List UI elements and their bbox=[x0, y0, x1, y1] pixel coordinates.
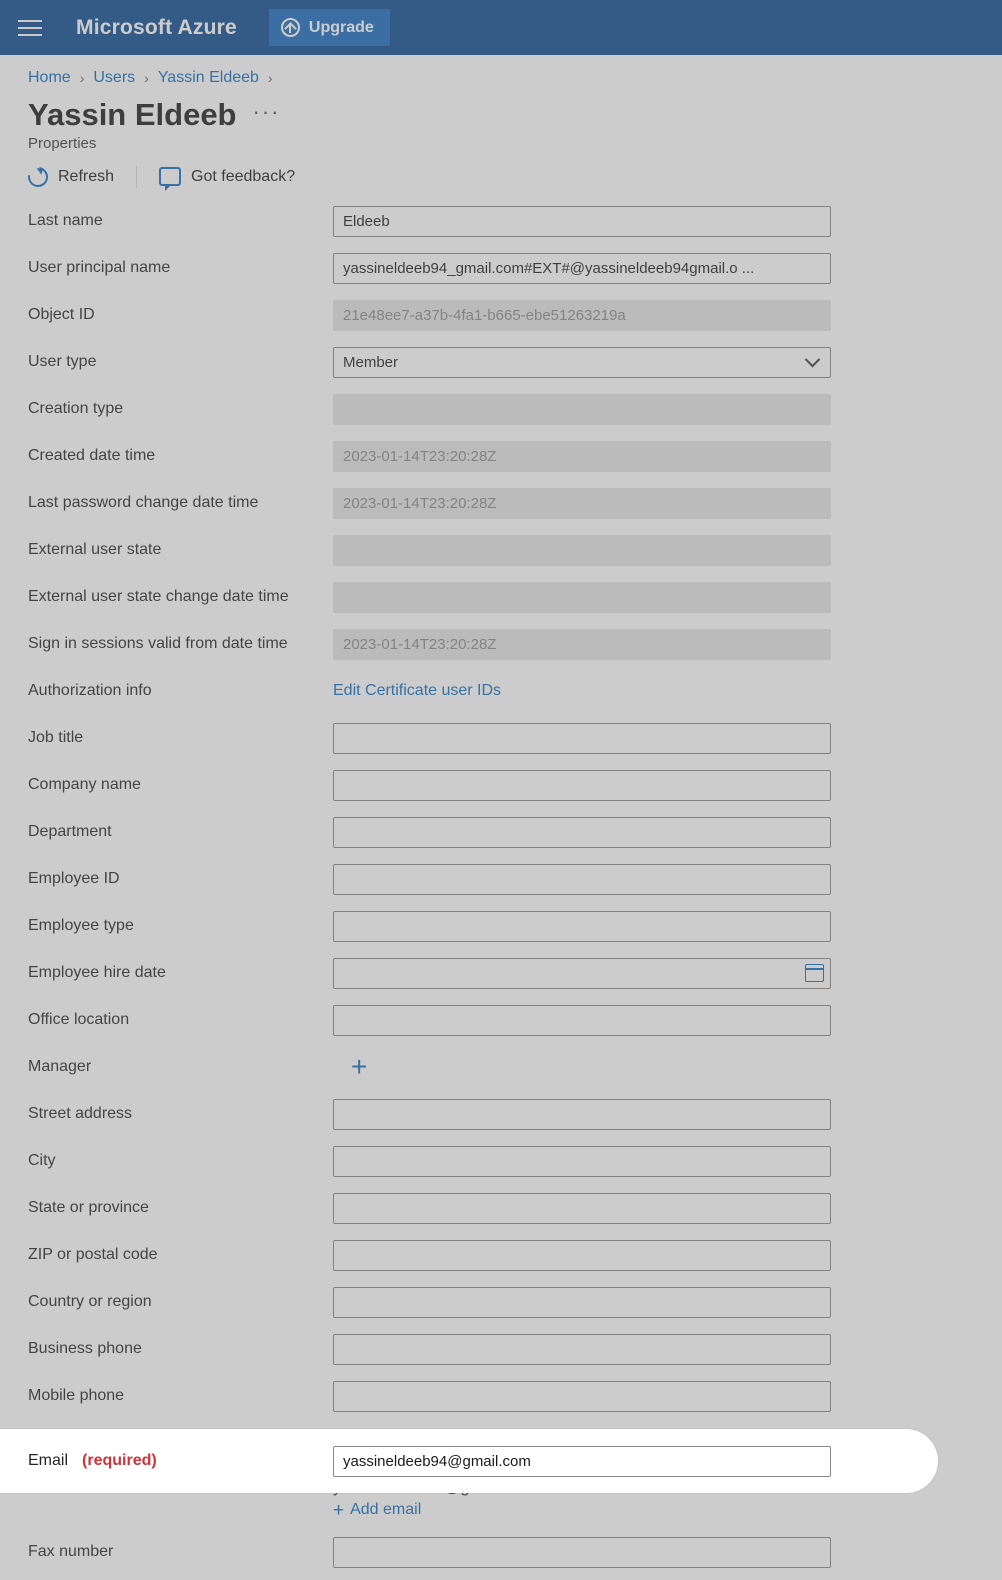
field-label: Last password change date time bbox=[28, 494, 259, 512]
field-label: External user state change date time bbox=[28, 588, 289, 606]
top-navigation-bar bbox=[0, 0, 1002, 55]
form-row-external-user-state-change bbox=[0, 574, 1002, 621]
user-type-select[interactable] bbox=[333, 347, 831, 378]
form-row-user-type bbox=[0, 339, 1002, 386]
form-row-employee-id bbox=[0, 856, 1002, 903]
user-type-value: Member bbox=[343, 353, 399, 371]
breadcrumb-item-home[interactable]: Home bbox=[28, 69, 71, 86]
breadcrumb bbox=[0, 55, 1002, 87]
breadcrumb-separator: › bbox=[79, 70, 85, 86]
refresh-button[interactable] bbox=[28, 167, 136, 187]
form-row-user-principal-name bbox=[0, 245, 1002, 292]
field-label: External user state bbox=[28, 541, 162, 559]
city-input[interactable] bbox=[333, 1146, 831, 1177]
email-field-label-group bbox=[28, 1452, 333, 1470]
external-user-state-change-input bbox=[333, 582, 831, 613]
object-id-input bbox=[333, 300, 831, 331]
add-manager-plus-icon[interactable]: + bbox=[351, 1051, 368, 1083]
page-title: Yassin Eldeeb bbox=[28, 97, 237, 132]
form-row-authorization-info bbox=[0, 668, 1002, 715]
country-or-region-input[interactable] bbox=[333, 1287, 831, 1318]
breadcrumb-separator: › bbox=[267, 70, 273, 86]
field-label: Sign in sessions valid from date time bbox=[28, 635, 288, 653]
form-row-employee-hire-date bbox=[0, 950, 1002, 997]
edit-certificate-user-ids-link[interactable]: Edit Certificate user IDs bbox=[333, 682, 502, 700]
form-row-created-date-time bbox=[0, 433, 1002, 480]
field-label: Job title bbox=[28, 729, 84, 747]
form-row-sign-in-sessions-valid-from bbox=[0, 621, 1002, 668]
form-row-last-name bbox=[0, 198, 1002, 245]
form-row-last-password-change bbox=[0, 480, 1002, 527]
upgrade-button[interactable] bbox=[269, 9, 390, 46]
form-row-business-phone bbox=[0, 1326, 1002, 1373]
feedback-icon bbox=[159, 167, 181, 186]
form-row-street-address bbox=[0, 1091, 1002, 1138]
form-row-mobile-phone bbox=[0, 1373, 1002, 1420]
upgrade-arrow-icon bbox=[281, 18, 300, 37]
azure-brand-title: Microsoft Azure bbox=[76, 15, 237, 39]
email-field-label: Email bbox=[28, 1452, 69, 1469]
street-address-input[interactable] bbox=[333, 1099, 831, 1130]
mobile-phone-input[interactable] bbox=[333, 1381, 831, 1412]
field-label: User type bbox=[28, 353, 97, 371]
form-row-external-user-state bbox=[0, 527, 1002, 574]
form-row-employee-type bbox=[0, 903, 1002, 950]
field-label: Employee hire date bbox=[28, 964, 166, 982]
business-phone-input[interactable] bbox=[333, 1334, 831, 1365]
external-user-state-input bbox=[333, 535, 831, 566]
user-principal-name-input[interactable] bbox=[333, 253, 831, 284]
field-label: Creation type bbox=[28, 400, 124, 418]
form-row-country-or-region bbox=[0, 1279, 1002, 1326]
form-row-manager bbox=[0, 1044, 1002, 1091]
field-label: Business phone bbox=[28, 1340, 142, 1358]
employee-id-input[interactable] bbox=[333, 864, 831, 895]
created-date-time-input bbox=[333, 441, 831, 472]
field-label: Authorization info bbox=[28, 682, 152, 700]
field-label: Created date time bbox=[28, 447, 156, 465]
state-or-province-input[interactable] bbox=[333, 1193, 831, 1224]
got-feedback-label: Got feedback? bbox=[191, 167, 296, 185]
form-row-state-or-province bbox=[0, 1185, 1002, 1232]
form-row-object-id bbox=[0, 292, 1002, 339]
calendar-icon[interactable] bbox=[805, 964, 824, 982]
department-input[interactable] bbox=[333, 817, 831, 848]
field-label: ZIP or postal code bbox=[28, 1246, 158, 1264]
refresh-icon bbox=[24, 163, 52, 191]
got-feedback-button[interactable] bbox=[159, 167, 317, 186]
zip-or-postal-code-input[interactable] bbox=[333, 1240, 831, 1271]
email-input[interactable] bbox=[333, 1446, 831, 1477]
field-label: Manager bbox=[28, 1058, 92, 1076]
add-email-label: Add email bbox=[350, 1501, 422, 1519]
field-label: Employee type bbox=[28, 917, 134, 935]
form-row-fax-number bbox=[0, 1529, 1002, 1576]
field-label: State or province bbox=[28, 1199, 149, 1217]
office-location-input[interactable] bbox=[333, 1005, 831, 1036]
required-badge: (required) bbox=[82, 1452, 157, 1469]
plus-icon: + bbox=[333, 1499, 345, 1521]
form-row-zip-or-postal-code bbox=[0, 1232, 1002, 1279]
email-field-spotlight bbox=[0, 1429, 938, 1493]
field-label: User principal name bbox=[28, 259, 171, 277]
field-label: Mobile phone bbox=[28, 1387, 125, 1405]
field-label: Street address bbox=[28, 1105, 133, 1123]
job-title-input[interactable] bbox=[333, 723, 831, 754]
more-options-icon[interactable]: ··· bbox=[252, 98, 281, 124]
last-name-input[interactable] bbox=[333, 206, 831, 237]
form-row-city bbox=[0, 1138, 1002, 1185]
field-label: Fax number bbox=[28, 1543, 114, 1561]
form-row-creation-type bbox=[0, 386, 1002, 433]
field-label: Country or region bbox=[28, 1293, 152, 1311]
field-label: Last name bbox=[28, 212, 103, 230]
field-label: Employee ID bbox=[28, 870, 120, 888]
page-subtitle: Properties bbox=[28, 134, 97, 152]
form-row-office-location bbox=[0, 997, 1002, 1044]
breadcrumb-item-user[interactable]: Yassin Eldeeb bbox=[157, 69, 259, 86]
company-name-input[interactable] bbox=[333, 770, 831, 801]
chevron-down-icon bbox=[805, 352, 821, 368]
field-label: Office location bbox=[28, 1011, 130, 1029]
form-row-job-title bbox=[0, 715, 1002, 762]
page-title-row bbox=[0, 87, 1002, 133]
command-divider bbox=[136, 166, 137, 188]
upgrade-button-label: Upgrade bbox=[308, 18, 374, 36]
field-label: Department bbox=[28, 823, 112, 841]
breadcrumb-separator: › bbox=[144, 70, 149, 86]
breadcrumb-item-users[interactable]: Users bbox=[93, 69, 136, 86]
add-email-link[interactable] bbox=[333, 1501, 533, 1520]
last-password-change-input bbox=[333, 488, 831, 519]
field-label: Object ID bbox=[28, 306, 95, 324]
refresh-button-label: Refresh bbox=[58, 167, 115, 185]
employee-hire-date-input[interactable] bbox=[333, 958, 831, 989]
field-label: Company name bbox=[28, 776, 141, 794]
command-bar bbox=[0, 152, 1002, 198]
creation-type-input bbox=[333, 394, 831, 425]
form-row-department bbox=[0, 809, 1002, 856]
fax-number-input[interactable] bbox=[333, 1537, 831, 1568]
employee-type-input[interactable] bbox=[333, 911, 831, 942]
field-label: City bbox=[28, 1152, 56, 1170]
user-properties-form bbox=[0, 198, 1002, 1576]
form-row-company-name bbox=[0, 762, 1002, 809]
sign-in-sessions-valid-from-input bbox=[333, 629, 831, 660]
hamburger-menu-icon[interactable] bbox=[18, 13, 48, 43]
